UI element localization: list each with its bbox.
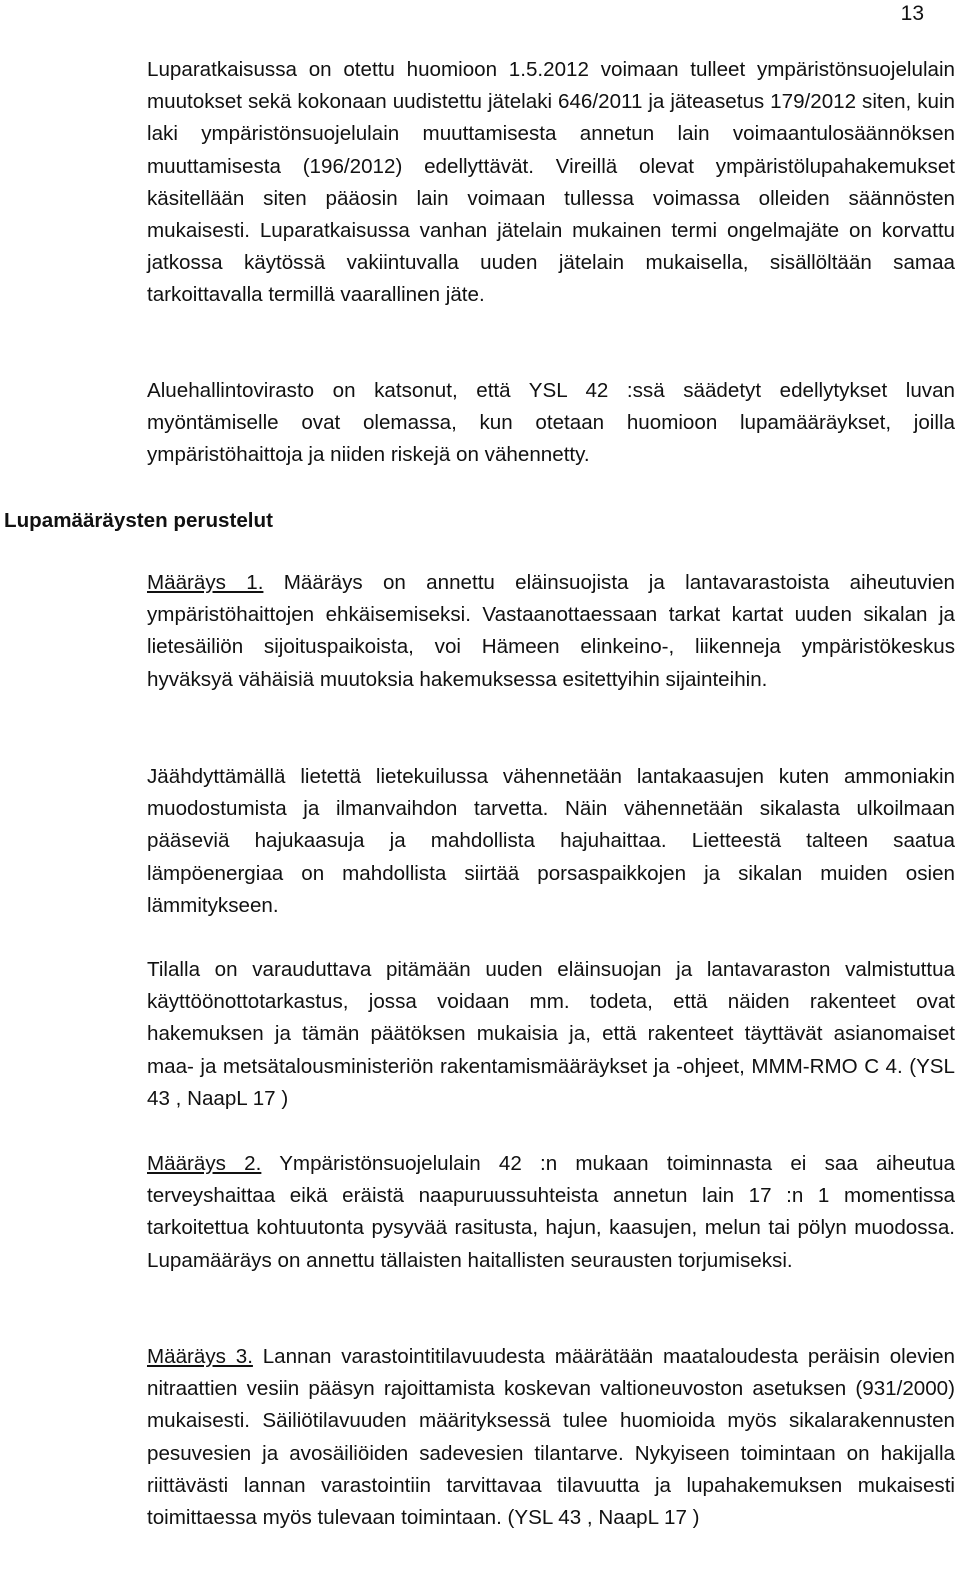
paragraph-text: Jäähdyttämällä lietettä lietekuilussa vähennetään lantakaasujen kuten ammoniakin muodostumista ja ilmanvaihdon tarvetta. Näin vähennetään sikalasta ulkoilmaan pääseviä hajukaasuja ja mahdollista hajuhaittaa. Lietteestä talteen saatua lämpöenergiaa on mahdollista siirtää porsaspaikkojen ja sikalan muiden osien lämmitykseen. — [147, 765, 955, 917]
paragraph-text — [147, 1341, 955, 1534]
body-paragraph-2 — [147, 375, 955, 472]
regulation-2-label: Määräys 2. — [147, 1152, 262, 1175]
body-paragraph-3 — [147, 761, 955, 922]
paragraph-text — [147, 1148, 955, 1277]
paragraph-text: Aluehallintovirasto on katsonut, että YSL 42 :ssä säädetyt edellytykset luvan myöntämiselle ovat olemassa, kun otetaan huomioon lupamääräykset, joilla ympäristöhaittoja ja niiden riskejä on vähennetty. — [147, 379, 955, 467]
regulation-1-paragraph — [147, 567, 955, 696]
regulation-2-text: Ympäristönsuojelulain 42 :n mukaan toiminnasta ei saa aiheutua terveyshaittaa eikä eräistä naapuruussuhteista annetun lain 17 :n 1 momentissa tarkoitettua kohtuutonta pysyvää rasitusta, hajun, kaasujen, melun tai pölyn muodossa. Lupamääräys on annettu tällaisten haitallisten seurausten torjumiseksi. — [147, 1152, 956, 1272]
regulation-3-text: Lannan varastointitilavuudesta määrätään maataloudesta peräisin olevien nitraattien vesiin pääsyn rajoittamista koskevan valtioneuvoston asetuksen (931/2000) mukaisesti. Säiliötilavuuden määrityksessä tulee huomioida myös sikalarakennusten pesuvesien ja avosäiliöiden sadevesien tilantarve. Nykyiseen toimintaan on hakijalla riittävästi lannan varastointiin tarvittavaa tilavuutta ja lupahakemuksen mukaisesti toimittaessa myös tulevaan toimintaan. (YSL 43 , NaapL 17 ) — [147, 1345, 955, 1530]
paragraph-text: Tilalla on varauduttava pitämään uuden eläinsuojan ja lantavaraston valmistuttua käyttöönottotarkastus, jossa voidaan mm. todeta, että näiden rakenteet ovat hakemuksen ja tämän päätöksen mukaisia ja, että rakenteet täyttävät asianomaiset maa- ja metsätalousministeriön rakentamismääräykset ja -ohjeet, MMM-RMO C 4. (YSL 43 , NaapL 17 ) — [147, 958, 955, 1110]
body-paragraph-1 — [147, 54, 955, 312]
regulation-3-paragraph — [147, 1341, 955, 1534]
section-heading: Lupamääräysten perustelut — [4, 509, 273, 532]
regulation-2-paragraph — [147, 1148, 955, 1277]
paragraph-text: Luparatkaisussa on otettu huomioon 1.5.2012 voimaan tulleet ympäristönsuojelulain muutokset sekä kokonaan uudistettu jätelaki 646/2011 ja jäteasetus 179/2012 siten, kuin laki ympäristönsuojelulain muuttamisesta annetun lain voimaantulosäännöksen muuttamisesta (196/2012) edellyttävät. Vireillä olevat ympäristölupahakemukset käsitellään siten pääosin lain voimaan tullessa voimassa olleiden säännösten mukaisesti. Luparatkaisussa vanhan jätelain mukainen termi ongelmajäte on korvattu jatkossa käytössä vakiintuvalla uuden jätelain mukaisella, sisällöltään samaa tarkoittavalla termillä vaarallinen jäte. — [147, 58, 955, 307]
body-paragraph-4 — [147, 954, 955, 1115]
regulation-1-text: Määräys on annettu eläinsuojista ja lantavarastoista aiheutuvien ympäristöhaittojen ehkäisemiseksi. Vastaanottaessaan tarkat kartat uuden sikalan ja lietesäiliön sijoituspaikoista, voi Hämeen elinkeino-, liikenneja ympäristökeskus hyväksyä vähäisiä muutoksia hakemuksessa esitettyihin sijainteihin. — [147, 571, 955, 691]
regulation-1-label: Määräys 1. — [147, 571, 264, 594]
regulation-3-label: Määräys 3. — [147, 1345, 253, 1368]
paragraph-text — [147, 567, 955, 696]
page-number: 13 — [900, 2, 924, 25]
